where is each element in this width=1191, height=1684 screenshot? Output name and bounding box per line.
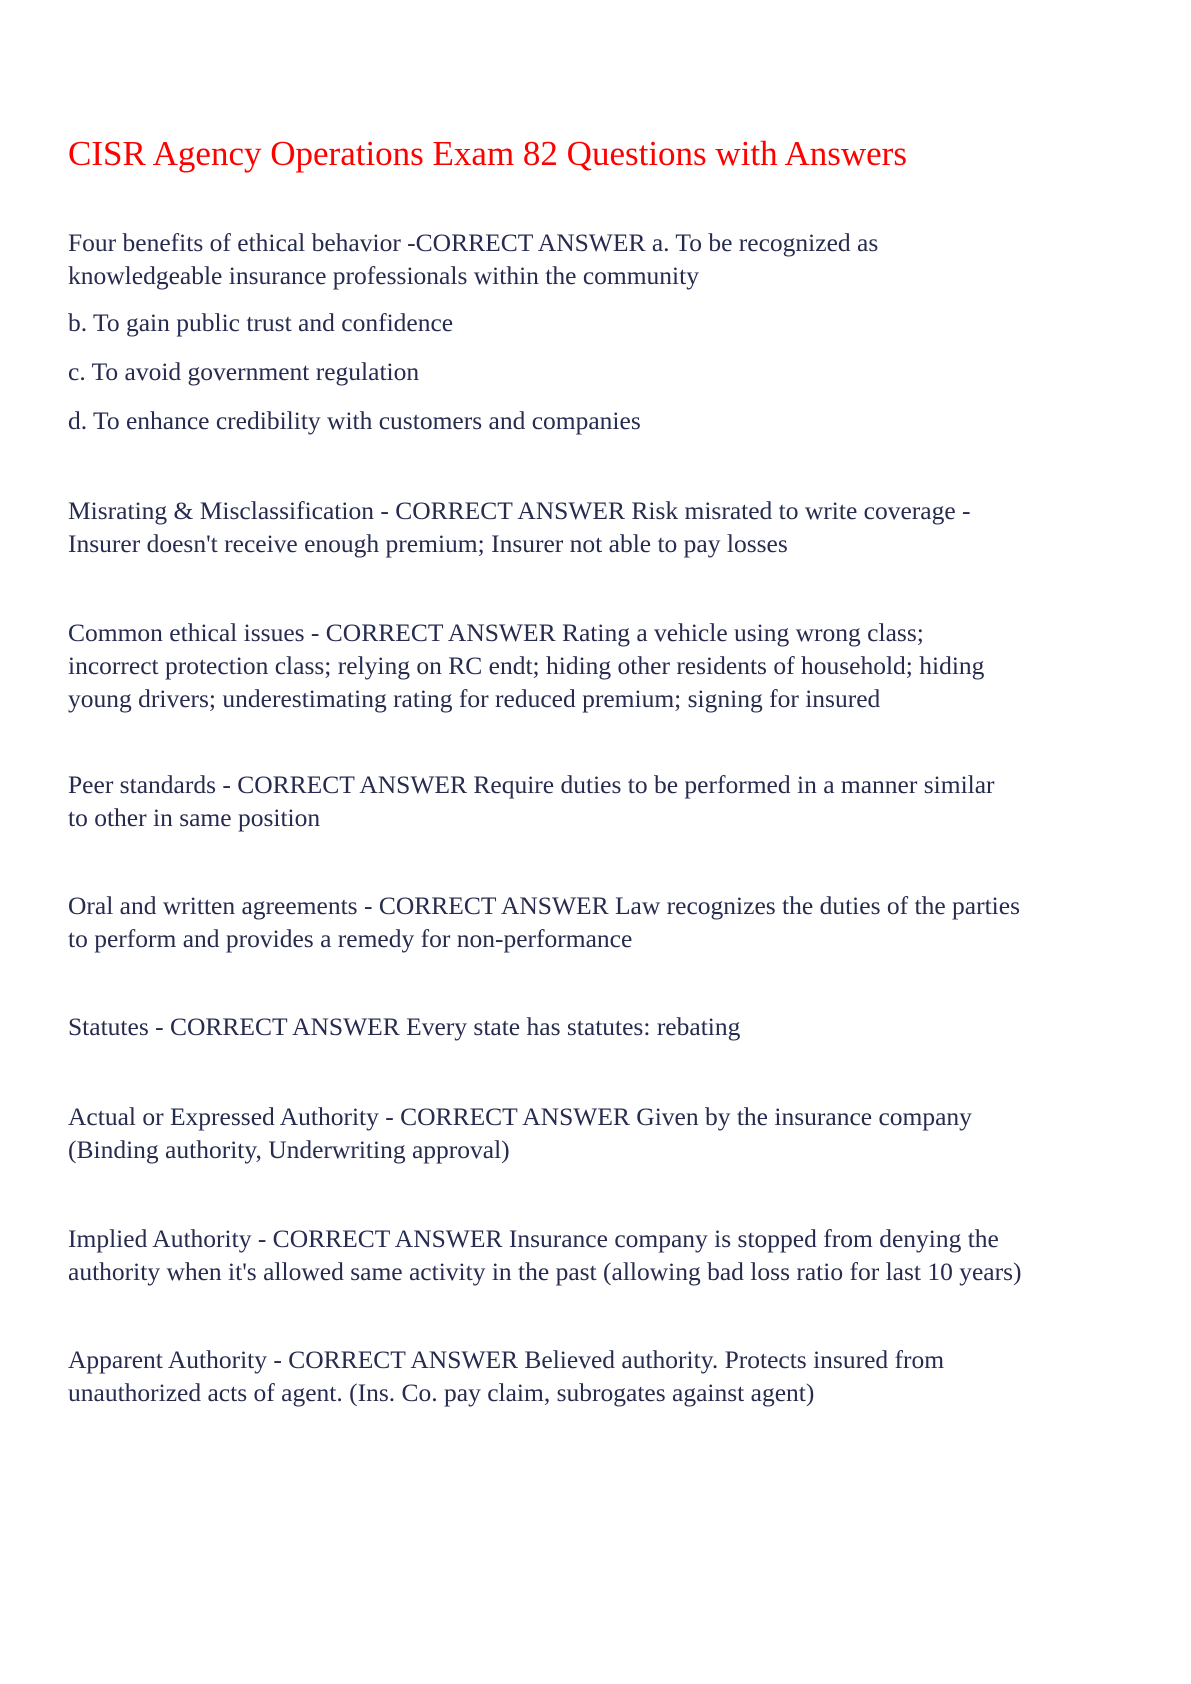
paragraph-line: Four benefits of ethical behavior -CORRECT ANSWER a. To be recognized as <box>68 228 879 257</box>
paragraph-line: Apparent Authority - CORRECT ANSWER Believed authority. Protects insured from <box>68 1345 945 1374</box>
paragraph-line: Oral and written agreements - CORRECT ANSWER Law recognizes the duties of the parties <box>68 891 1020 920</box>
qa-paragraph <box>68 494 1128 560</box>
paragraph-line: Implied Authority - CORRECT ANSWER Insurance company is stopped from denying the <box>68 1224 999 1253</box>
qa-paragraph <box>68 1343 1128 1409</box>
paragraph-line: young drivers; underestimating rating for reduced premium; signing for insured <box>68 684 881 713</box>
paragraph-line: c. To avoid government regulation <box>68 357 420 386</box>
paragraph-line: to other in same position <box>68 803 321 832</box>
paragraph-line: (Binding authority, Underwriting approval) <box>68 1135 510 1164</box>
paragraph-line: Statutes - CORRECT ANSWER Every state has statutes: rebating <box>68 1012 741 1041</box>
paragraph-line: Common ethical issues - CORRECT ANSWER Rating a vehicle using wrong class; <box>68 618 924 647</box>
paragraph-line: Peer standards - CORRECT ANSWER Require duties to be performed in a manner similar <box>68 770 995 799</box>
qa-paragraph <box>68 1222 1128 1288</box>
paragraph-line: d. To enhance credibility with customers and companies <box>68 406 641 435</box>
paragraph-line: Insurer doesn't receive enough premium; Insurer not able to pay losses <box>68 529 788 558</box>
qa-paragraph <box>68 889 1128 955</box>
qa-paragraph <box>68 616 1128 715</box>
paragraph-line: knowledgeable insurance professionals within the community <box>68 261 699 290</box>
paragraph-line: to perform and provides a remedy for non-performance <box>68 924 633 953</box>
document-title: CISR Agency Operations Exam 82 Questions with Answers <box>68 134 907 173</box>
qa-paragraph <box>68 226 1128 292</box>
qa-paragraph <box>68 768 1128 834</box>
paragraph-line: Misrating & Misclassification - CORRECT ANSWER Risk misrated to write coverage - <box>68 496 971 525</box>
qa-paragraph <box>68 306 1128 339</box>
qa-paragraph <box>68 404 1128 437</box>
qa-paragraph <box>68 1100 1128 1166</box>
paragraph-line: authority when it's allowed same activity in the past (allowing bad loss ratio for last 10 years) <box>68 1257 1022 1286</box>
paragraph-line: unauthorized acts of agent. (Ins. Co. pay claim, subrogates against agent) <box>68 1378 815 1407</box>
paragraph-line: Actual or Expressed Authority - CORRECT ANSWER Given by the insurance company <box>68 1102 972 1131</box>
qa-paragraph <box>68 355 1128 388</box>
paragraph-line: b. To gain public trust and confidence <box>68 308 454 337</box>
paragraph-line: incorrect protection class; relying on RC endt; hiding other residents of household; hiding <box>68 651 985 680</box>
qa-paragraph <box>68 1010 1128 1043</box>
